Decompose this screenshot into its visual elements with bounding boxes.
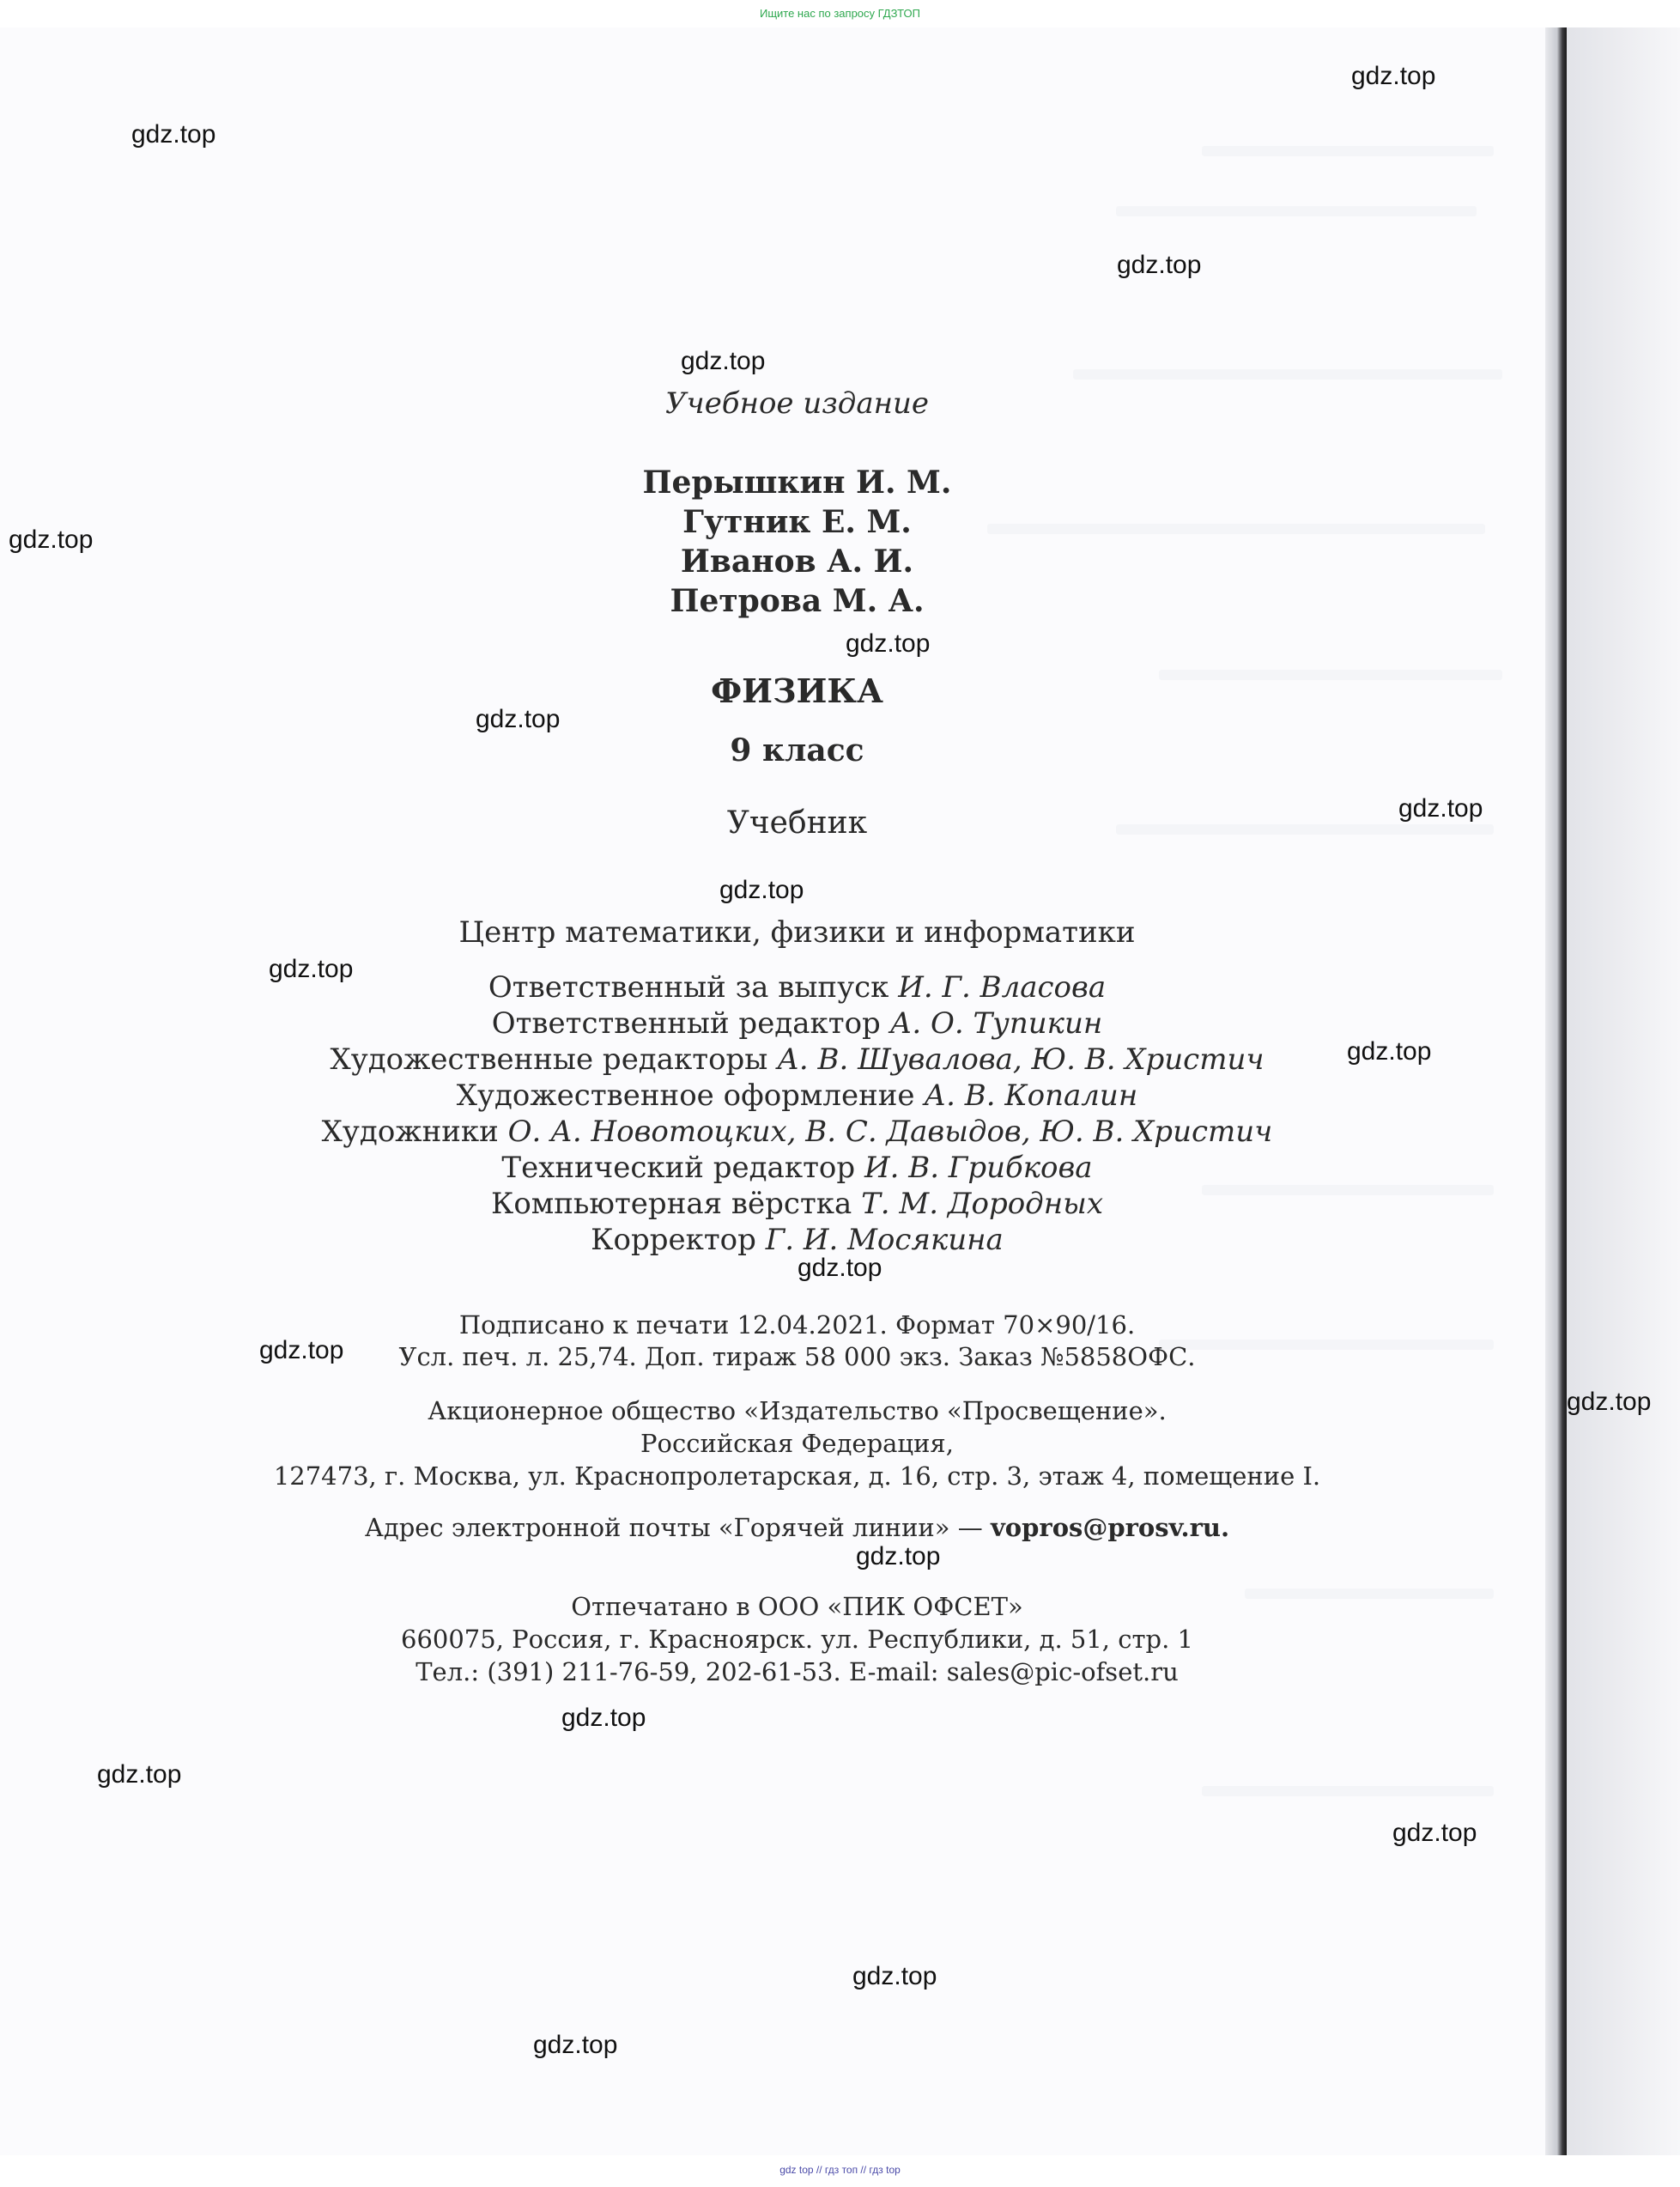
watermark: gdz.top <box>476 705 561 733</box>
printer-line: Тел.: (391) 211-76-59, 202-61-53. E-mail: sales@pic-ofset.ru <box>415 1657 1179 1686</box>
watermark: gdz.top <box>259 1336 344 1364</box>
publisher-line: Акционерное общество «Издательство «Просвещение». <box>428 1396 1167 1425</box>
hotline-line: Адрес электронной почты «Горячей линии» — vopros@prosv.ru. <box>364 1513 1230 1542</box>
watermark: gdz.top <box>846 629 931 658</box>
watermark: gdz.top <box>533 2031 618 2059</box>
author-name: Перышкин И. М. <box>642 465 952 501</box>
subject-title: ФИЗИКА <box>711 671 883 710</box>
printer-line: Отпечатано в ООО «ПИК ОФСЕТ» <box>571 1592 1023 1621</box>
watermark: gdz.top <box>1392 1819 1477 1847</box>
credit-line: Корректор Г. И. Мосякина <box>591 1223 1004 1257</box>
credit-line: Художественное оформление А. В. Копалин <box>456 1078 1138 1113</box>
credit-line: Художники О. А. Новотоцких, В. С. Давыдов, Ю. В. Христич <box>321 1115 1273 1149</box>
credit-line: Ответственный редактор А. О. Тупикин <box>491 1006 1103 1041</box>
edition-type: Учебное издание <box>664 386 930 421</box>
watermark: gdz.top <box>1347 1037 1432 1066</box>
print-info: Усл. печ. л. 25,74. Доп. тираж 58 000 экз. Заказ №5858ОФС. <box>398 1342 1196 1371</box>
watermark: gdz.top <box>269 955 354 983</box>
watermark: gdz.top <box>9 525 94 554</box>
watermark: gdz.top <box>719 876 804 904</box>
credit-line: Художественные редакторы А. В. Шувалова, Ю. В. Христич <box>330 1042 1265 1077</box>
watermark: gdz.top <box>1398 794 1483 823</box>
bottom-banner: gdz top // гдз топ // гдз top <box>779 2164 901 2176</box>
author-name: Петрова М. А. <box>670 583 925 619</box>
credit-line: Ответственный за выпуск И. Г. Власова <box>488 970 1107 1005</box>
watermark: gdz.top <box>681 347 766 375</box>
watermark: gdz.top <box>131 120 216 149</box>
watermark: gdz.top <box>561 1704 646 1732</box>
watermark: gdz.top <box>1117 251 1202 279</box>
watermark: gdz.top <box>798 1254 882 1282</box>
watermark: gdz.top <box>856 1542 941 1570</box>
author-name: Гутник Е. М. <box>682 504 912 540</box>
printer-line: 660075, Россия, г. Красноярск. ул. Республики, д. 51, стр. 1 <box>401 1625 1193 1654</box>
publisher-line: 127473, г. Москва, ул. Краснопролетарская, д. 16, стр. 3, этаж 4, помещение I. <box>273 1461 1321 1491</box>
book-type: Учебник <box>726 805 868 841</box>
credit-line: Технический редактор И. В. Грибкова <box>501 1151 1093 1185</box>
publisher-line: Российская Федерация, <box>640 1429 954 1458</box>
watermark: gdz.top <box>1567 1388 1652 1416</box>
watermark: gdz.top <box>97 1760 182 1789</box>
author-name: Иванов А. И. <box>680 544 914 580</box>
watermark: gdz.top <box>852 1962 937 1990</box>
editorial-center: Центр математики, физики и информатики <box>458 915 1136 950</box>
top-banner: Ищите нас по запросу ГДЗТОП <box>759 7 920 20</box>
print-info: Подписано к печати 12.04.2021. Формат 70×90/16. <box>458 1310 1136 1340</box>
grade: 9 класс <box>730 732 864 768</box>
credit-line: Компьютерная вёрстка Т. М. Дородных <box>491 1187 1103 1221</box>
hotline-email: vopros@prosv.ru. <box>990 1513 1230 1542</box>
watermark: gdz.top <box>1351 62 1436 90</box>
